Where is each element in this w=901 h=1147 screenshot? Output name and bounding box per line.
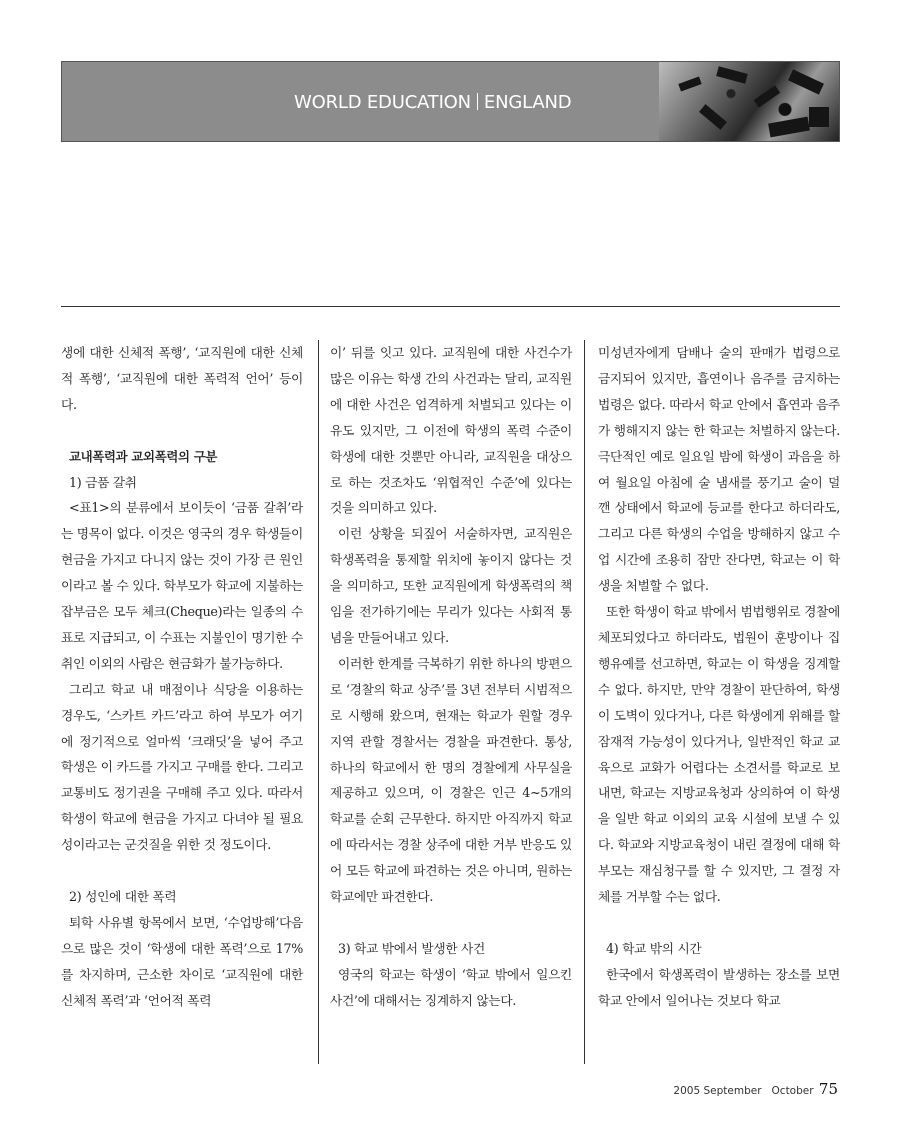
banner-photo (659, 62, 839, 141)
paragraph-gap (598, 910, 840, 936)
body-paragraph: 퇴학 사유별 항목에서 보면, ‘수업방해’다음으로 많은 것이 ‘학생에 대한 폭력’으로 17%를 차지하며, 근소한 차이로 ‘교직원에 대한 신체적 폭력’과 ‘언어적 폭력 (61, 914, 303, 1008)
text-column-1 (61, 340, 303, 1014)
text-column-3 (598, 340, 840, 1014)
column-divider-2 (584, 340, 585, 1064)
page-footer (673, 1080, 838, 1098)
top-divider (61, 306, 840, 307)
page-number: 75 (818, 1080, 838, 1098)
body-paragraph: 이러한 한계를 극복하기 위한 하나의 방편으로 ‘경찰의 학교 상주’를 3년 전부터 시범적으로 시행해 왔으며, 현재는 학교가 원할 경우 지역 관할 경찰서는 경찰을 파견한다. 통상, 하나의 학교에서 한 명의 경찰에게 사무실을 제공하고 있으며, 이 경찰은 인근 4~5개의 학교를 순회 근무한다. 하지만 아직까지 학교에 따라서는 경찰 상주에 대한 거부 반응도 있어 모든 학교에 파견하는 것은 아니며, 원하는 학교에만 파견한다. (330, 655, 572, 905)
subsection-heading: 1) 금품 갈취 (69, 474, 137, 490)
issue-date: 2005 September October (673, 1085, 814, 1097)
column-divider-1 (318, 340, 319, 1064)
title-separator (477, 93, 478, 110)
body-paragraph: 그리고 학교 내 매점이나 식당을 이용하는 경우도, ‘스카트 카드’라고 하여 부모가 여기에 정기적으로 얼마씩 ‘크래딧’을 넣어 주고 학생은 이 카드를 가지고 구매를 한다. 그리고 교통비도 정기권을 구매해 주고 있다. 따라서 학생이 학교에 현금을 가지고 다녀야 될 필요성이라고는 군것질을 위한 것 정도이다. (61, 681, 303, 853)
body-paragraph: 이런 상황을 되짚어 서술하자면, 교직원은 학생폭력을 통제할 위치에 놓이지 않다는 것을 의미하고, 또한 교직원에게 학생폭력의 책임을 전가하기에는 무리가 있다는 사회적 통념을 만들어내고 있다. (330, 526, 572, 645)
section-title-main: WORLD EDUCATION (294, 92, 471, 113)
body-paragraph: 한국에서 학생폭력이 발생하는 장소를 보면 학교 안에서 일어나는 것보다 학교 (598, 966, 840, 1008)
paragraph-gap (61, 418, 303, 444)
paragraph-gap (61, 858, 303, 884)
paragraph-gap (330, 910, 572, 936)
text-column-2 (330, 340, 572, 1014)
body-paragraph: 또한 학생이 학교 밖에서 범법행위로 경찰에 체포되었다고 하더라도, 법원이 훈방이나 집행유예를 선고하면, 학교는 이 학생을 징계할 수 없다. 하지만, 만약 경찰이 판단하여, 학생이 도벽이 있다거나, 다른 학생에게 위해를 할 잠재적 가능성이 있다거나, 일반적인 학교 교육으로 교화가 어렵다는 소견서를 학교로 보내면, 학교는 지방교육청과 상의하여 이 학생을 일반 학교 이외의 교육 시설에 보낼 수 있다. 학교와 지방교육청이 내린 결정에 대해 학부모는 재심청구를 할 수 있지만, 그 결정 자체를 거부할 수는 없다. (598, 604, 840, 905)
subsection-heading: 4) 학교 밖의 시간 (606, 940, 702, 956)
section-title-country: ENGLAND (483, 92, 572, 113)
body-paragraph: 이’ 뒤를 잇고 있다. 교직원에 대한 사건수가 많은 이유는 학생 간의 사건과는 달리, 교직원에 대한 사건은 엄격하게 처벌되고 있다는 이유도 있지만, 그 이전에 학생의 폭력 수준이 학생에 대한 것뿐만 아니라, 교직원을 대상으로 하는 것조차도 ‘위협적인 수준’에 있다는 것을 의미하고 있다. (330, 345, 572, 516)
body-paragraph: 영국의 학교는 학생이 ‘학교 밖에서 일으킨 사건’에 대해서는 징계하지 않는다. (330, 966, 572, 1008)
subsection-heading: 3) 학교 밖에서 발생한 사건 (338, 940, 485, 956)
header-banner (61, 61, 840, 142)
body-paragraph: 미성년자에게 담배나 술의 판매가 법령으로 금지되어 있지만, 흡연이나 음주를 금지하는 법령은 없다. 따라서 학교 안에서 흡연과 음주가 행해지지 않는 한 학교는 처벌하지 않는다. 극단적인 예로 일요일 밤에 학생이 과음을 하여 월요일 아침에 술 냄새를 풍기고 술이 덜 깬 상태에서 학교에 등교를 한다고 하더라도, 그리고 다른 학생의 수업을 방해하지 않고 수업 시간에 조용히 잠만 잔다면, 학교는 이 학생을 처벌할 수 없다. (598, 345, 840, 594)
subsection-heading: 2) 성인에 대한 폭력 (69, 889, 177, 904)
section-heading: 교내폭력과 교외폭력의 구분 (69, 448, 218, 464)
body-paragraph: <표1>의 분류에서 보이듯이 ‘금품 갈취’라는 명목이 없다. 이것은 영국의 경우 학생들이 현금을 가지고 다니지 않는 것이 가장 큰 원인이라고 볼 수 있다. 학부모가 학교에 지불하는 잡부금은 모두 체크(Cheque)라는 일종의 수표로 지급되고, 이 수표는 지불인이 명기한 수취인 이외의 사람은 현금화가 불가능하다. (61, 500, 303, 671)
body-paragraph: 생에 대한 신체적 폭행’, ‘교직원에 대한 신체적 폭행’, ‘교직원에 대한 폭력적 언어’ 등이다. (61, 345, 303, 412)
section-title (294, 92, 571, 113)
